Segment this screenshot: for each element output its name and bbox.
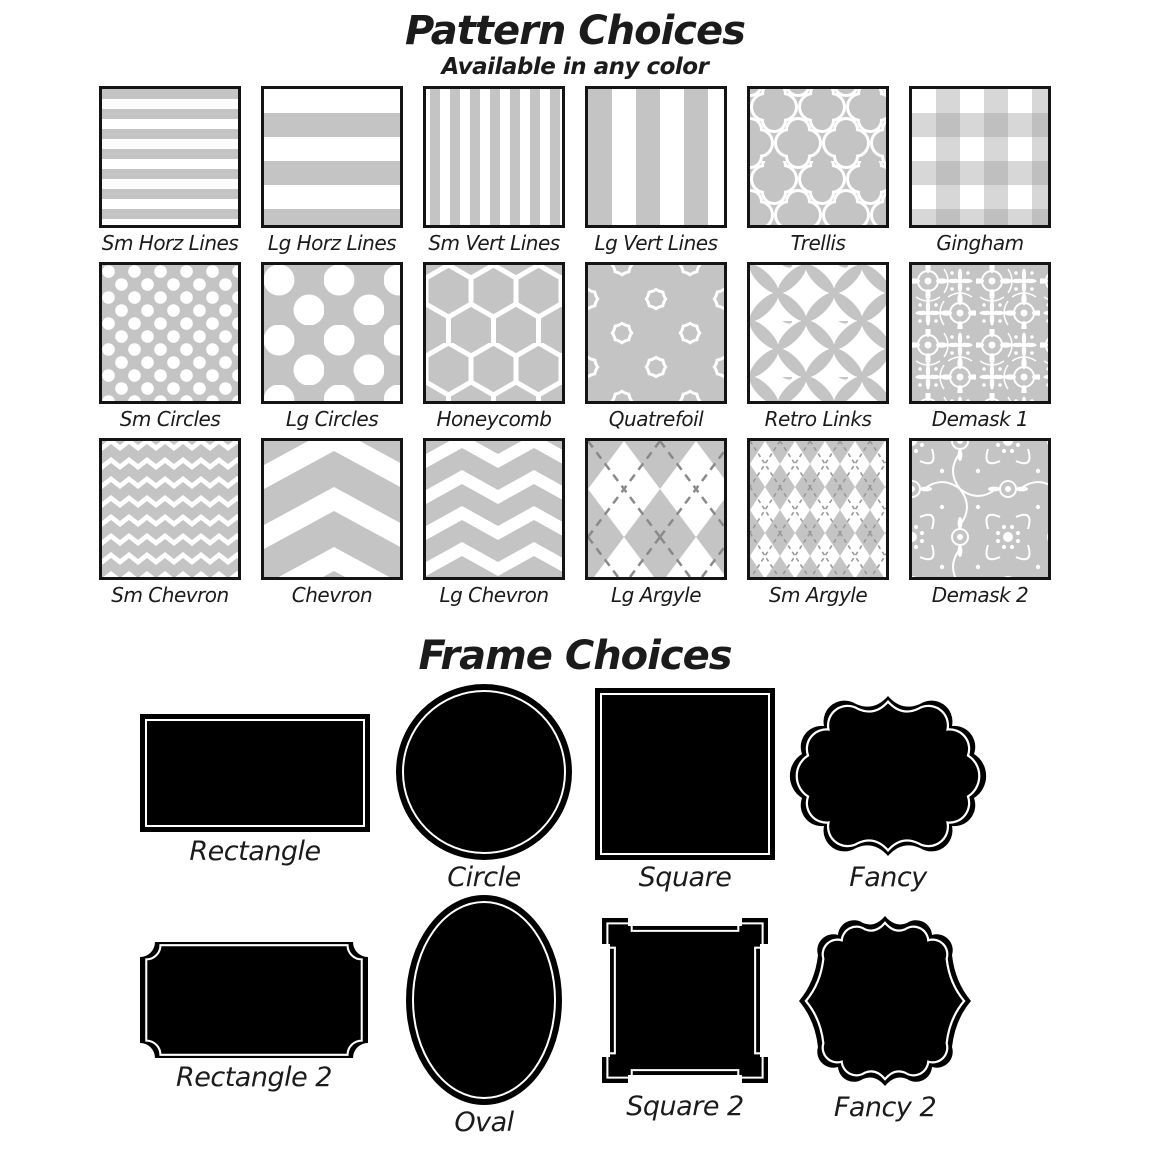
frame-option-circle (396, 684, 572, 893)
sm-horz-lines-pattern-icon (102, 89, 238, 225)
pattern-swatch-sm-vert-lines (423, 86, 565, 228)
oval-frame-icon (406, 895, 562, 1105)
frame-label: Fancy 2 (833, 1092, 937, 1123)
pattern-swatch-trellis (747, 86, 889, 228)
pattern-label: Lg Circles (285, 407, 379, 431)
pattern-option-sm-circles (99, 262, 241, 432)
frame-option-oval (406, 895, 562, 1138)
pattern-swatch-lg-circles (261, 262, 403, 404)
frame-option-fancy (786, 692, 990, 893)
pattern-label: Sm Vert Lines (428, 231, 560, 255)
pattern-option-lg-circles (261, 262, 403, 432)
demask-2-pattern-icon (912, 441, 1048, 577)
square-frame-icon (595, 688, 775, 860)
demask-1-pattern-icon (912, 265, 1048, 401)
frame-label: Square 2 (626, 1091, 744, 1122)
lg-vert-lines-pattern-icon (588, 89, 724, 225)
frame-label: Circle (447, 862, 521, 893)
pattern-option-demask-2 (909, 438, 1051, 608)
pattern-section-subtitle: Available in any color (441, 54, 709, 80)
pattern-label: Honeycomb (436, 407, 552, 431)
trellis-pattern-icon (750, 89, 886, 225)
pattern-label: Sm Chevron (111, 583, 229, 607)
fancy-2-frame-icon (795, 912, 975, 1090)
pattern-option-sm-horz-lines (99, 86, 241, 256)
pattern-swatch-lg-horz-lines (261, 86, 403, 228)
frame-label: Square (638, 862, 732, 893)
pattern-label: Retro Links (764, 407, 872, 431)
pattern-label: Trellis (790, 231, 846, 255)
quatrefoil-pattern-icon (588, 265, 724, 401)
circle-frame-icon (396, 684, 572, 860)
pattern-swatch-honeycomb (423, 262, 565, 404)
pattern-swatch-demask-2 (909, 438, 1051, 580)
lg-horz-lines-pattern-icon (264, 89, 400, 225)
pattern-swatch-sm-chevron (99, 438, 241, 580)
frame-grid (0, 682, 1150, 1142)
pattern-label: Quatrefoil (608, 407, 704, 431)
lg-circles-pattern-icon (264, 265, 400, 401)
square-2-frame-icon (598, 914, 772, 1087)
pattern-swatch-sm-argyle (747, 438, 889, 580)
pattern-swatch-gingham (909, 86, 1051, 228)
pattern-swatch-sm-horz-lines (99, 86, 241, 228)
pattern-option-lg-vert-lines (585, 86, 727, 256)
frame-label: Oval (454, 1107, 514, 1138)
sm-vert-lines-pattern-icon (426, 89, 562, 225)
sm-argyle-pattern-icon (750, 441, 886, 577)
frame-label: Rectangle 2 (176, 1062, 332, 1093)
retro-links-pattern-icon (750, 265, 886, 401)
honeycomb-pattern-icon (426, 265, 562, 401)
lg-chevron-pattern-icon (426, 441, 562, 577)
pattern-option-lg-horz-lines (261, 86, 403, 256)
pattern-option-lg-chevron (423, 438, 565, 608)
frame-label: Rectangle (189, 836, 321, 867)
frame-option-square-2 (598, 914, 772, 1122)
pattern-option-retro-links (747, 262, 889, 432)
pattern-swatch-lg-chevron (423, 438, 565, 580)
sm-circles-pattern-icon (102, 265, 238, 401)
pattern-section-header (0, 0, 1150, 81)
pattern-swatch-lg-vert-lines (585, 86, 727, 228)
frame-section-title: Frame Choices (418, 633, 732, 679)
pattern-option-trellis (747, 86, 889, 256)
pattern-label: Chevron (291, 583, 373, 607)
pattern-option-sm-vert-lines (423, 86, 565, 256)
frame-option-rectangle (140, 714, 370, 867)
pattern-label: Sm Horz Lines (101, 231, 239, 255)
pattern-label: Sm Circles (119, 407, 221, 431)
pattern-option-gingham (909, 86, 1051, 256)
pattern-grid (0, 86, 1150, 608)
pattern-label: Gingham (936, 231, 1024, 255)
pattern-option-sm-chevron (99, 438, 241, 608)
pattern-swatch-demask-1 (909, 262, 1051, 404)
rectangle-frame-icon (140, 714, 370, 832)
pattern-label: Lg Vert Lines (594, 231, 718, 255)
pattern-label: Sm Argyle (768, 583, 868, 607)
pattern-option-demask-1 (909, 262, 1051, 432)
pattern-swatch-lg-argyle (585, 438, 727, 580)
rectangle-2-frame-icon (140, 942, 368, 1058)
pattern-swatch-quatrefoil (585, 262, 727, 404)
pattern-label: Demask 1 (931, 407, 1029, 431)
pattern-swatch-chevron (261, 438, 403, 580)
pattern-label: Demask 2 (931, 583, 1029, 607)
pattern-section-title: Pattern Choices (405, 8, 745, 54)
pattern-label: Lg Horz Lines (267, 231, 397, 255)
lg-argyle-pattern-icon (588, 441, 724, 577)
pattern-option-sm-argyle (747, 438, 889, 608)
pattern-swatch-retro-links (747, 262, 889, 404)
pattern-swatch-sm-circles (99, 262, 241, 404)
frame-label: Fancy (849, 862, 927, 893)
pattern-option-chevron (261, 438, 403, 608)
chevron-pattern-icon (264, 441, 400, 577)
pattern-option-honeycomb (423, 262, 565, 432)
fancy-frame-icon (786, 692, 990, 860)
pattern-label: Lg Argyle (611, 583, 701, 607)
gingham-pattern-icon (912, 89, 1048, 225)
frame-option-square (595, 688, 775, 893)
frame-option-fancy-2 (795, 912, 975, 1123)
pattern-option-quatrefoil (585, 262, 727, 432)
frame-option-rectangle-2 (140, 942, 368, 1093)
pattern-label: Lg Chevron (439, 583, 549, 607)
sm-chevron-pattern-icon (102, 441, 238, 577)
pattern-option-lg-argyle (585, 438, 727, 608)
